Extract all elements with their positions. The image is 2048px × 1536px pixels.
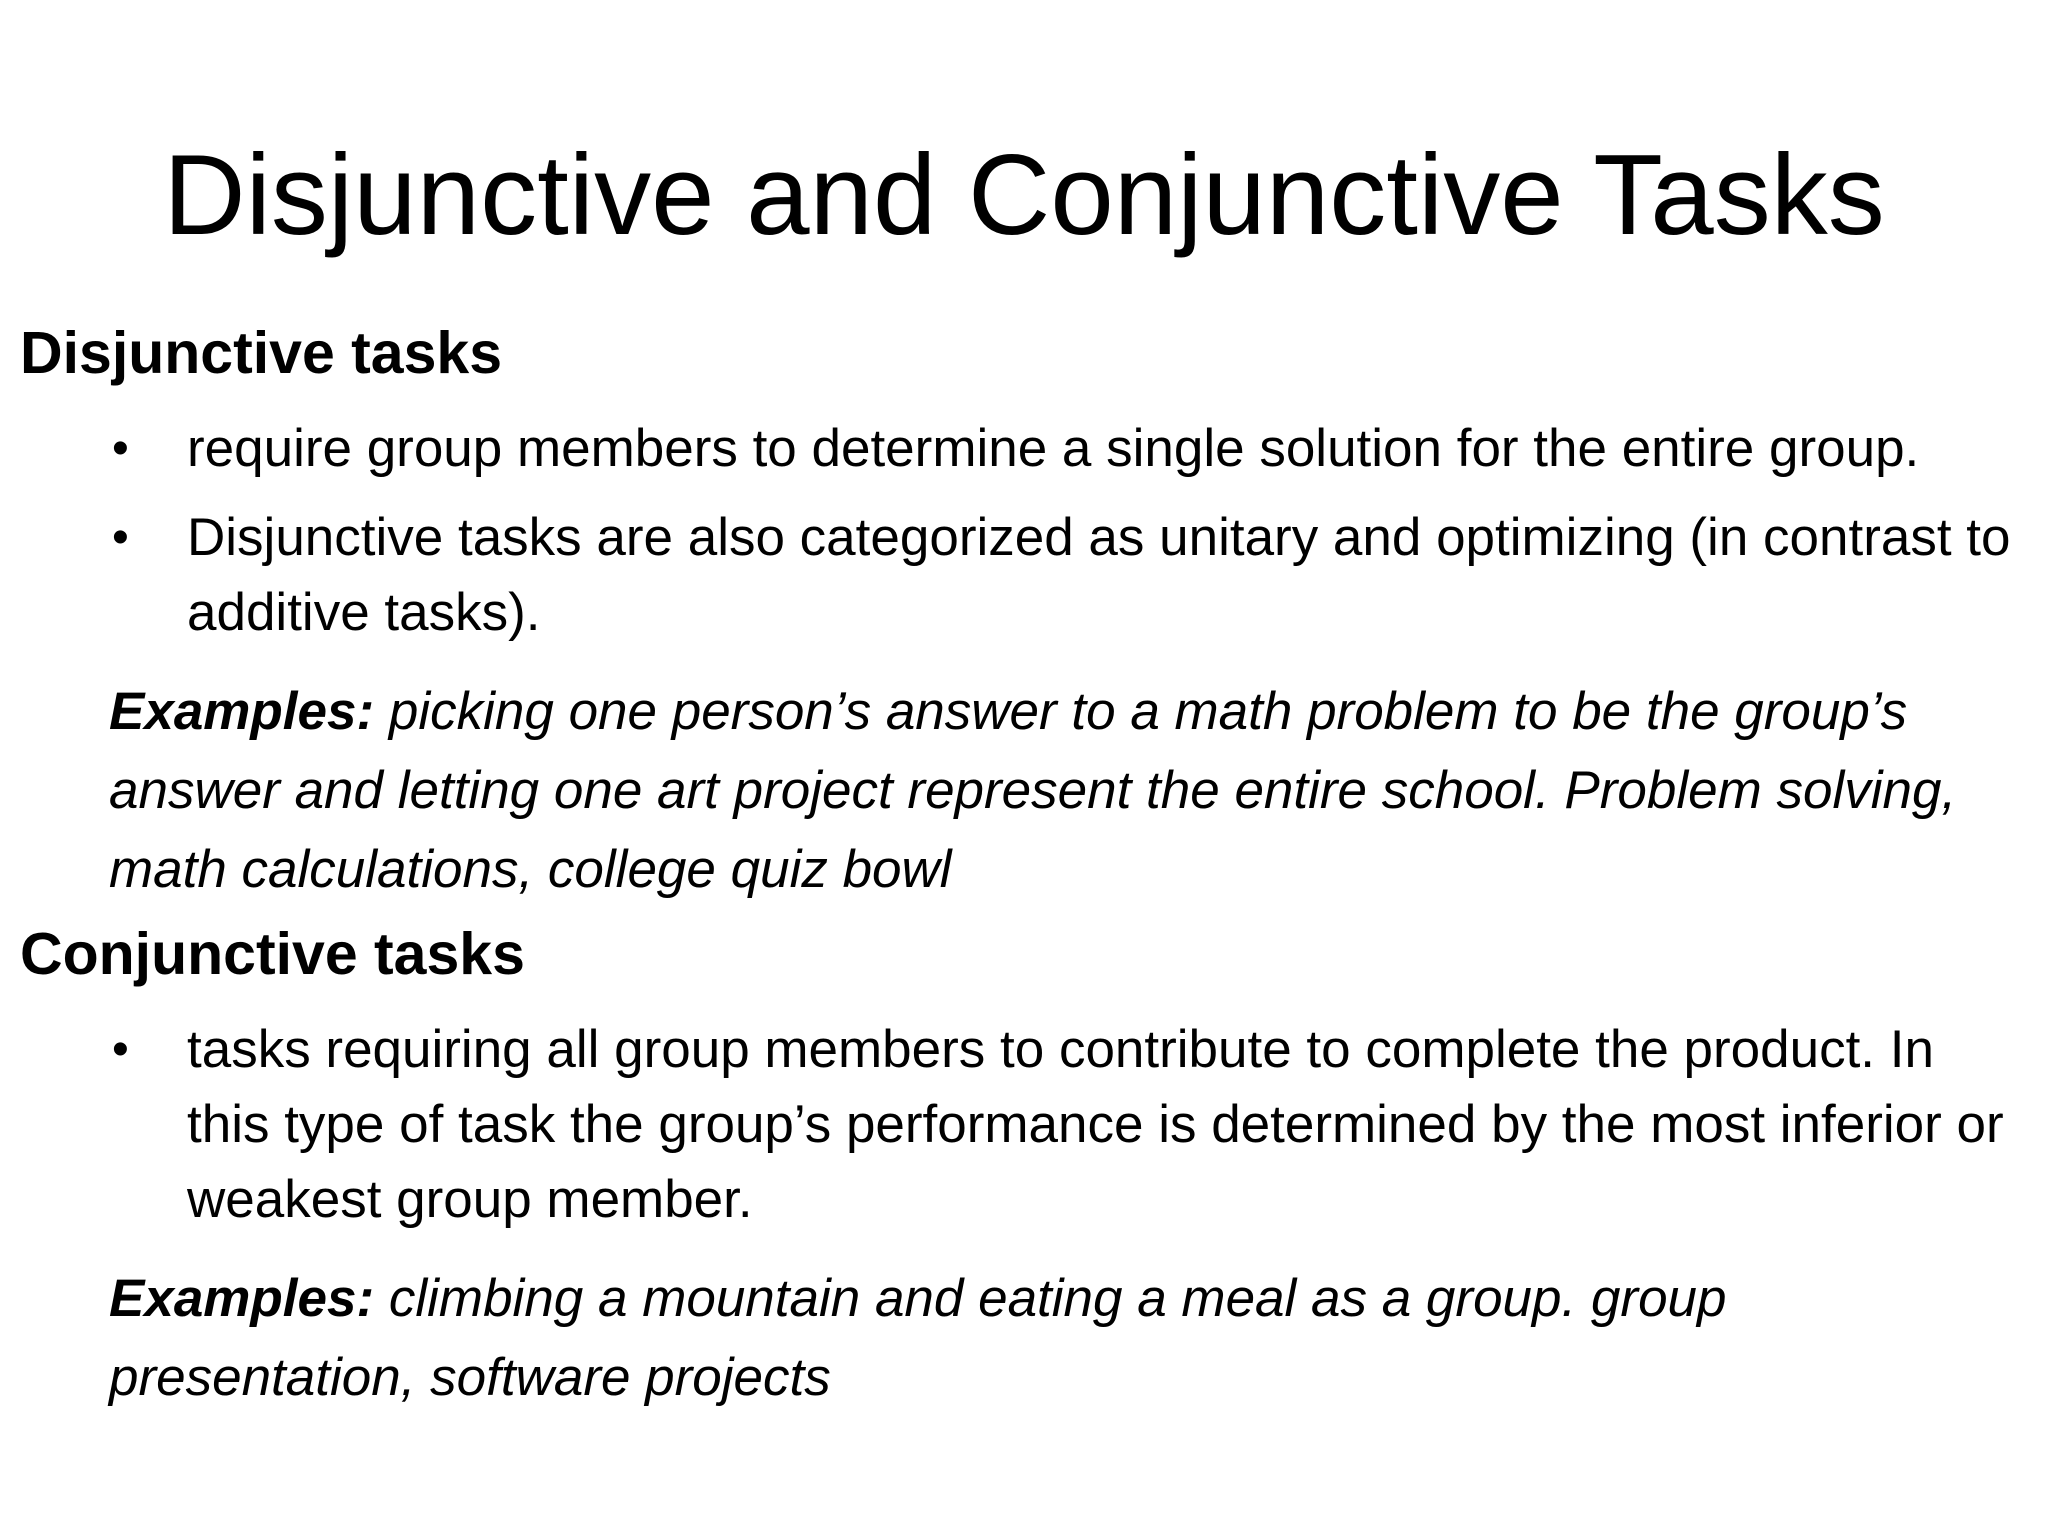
- bullet-text: Disjunctive tasks are also categorized as unitary and optimizing (in contrast to additive tasks).: [187, 507, 2011, 642]
- section-heading: Conjunctive tasks: [20, 920, 525, 987]
- examples-label: Examples:: [109, 1268, 375, 1328]
- bullet-dot-icon: •: [112, 421, 129, 475]
- bullet-list: [20, 411, 2030, 650]
- slide-title: Disjunctive and Conjunctive Tasks: [163, 132, 1885, 259]
- bullet-dot-icon: •: [112, 510, 129, 564]
- section-heading: Disjunctive tasks: [20, 320, 503, 386]
- bullet-item: [20, 411, 2030, 486]
- bullet-dot-icon: •: [112, 1022, 129, 1076]
- section-conjunctive: [20, 919, 2030, 1417]
- examples-text: picking one person’s answer to a math problem to be the group’s answer and letting one art project represent the entire school. Problem solving, math calculations, college quiz bowl: [109, 681, 1957, 899]
- examples-text: climbing a mountain and eating a meal as a group. group presentation, software projects: [109, 1268, 1727, 1407]
- bullet-list: [20, 1012, 2030, 1237]
- bullet-text: require group members to determine a single solution for the entire group.: [187, 418, 1920, 478]
- section-disjunctive: [20, 318, 2030, 909]
- examples-label: Examples:: [109, 681, 375, 741]
- bullet-text: tasks requiring all group members to contribute to complete the product. In this type of task the group’s performance is determined by the most inferior or weakest group member.: [187, 1019, 2004, 1229]
- bullet-item: [20, 500, 2030, 650]
- bullet-item: [20, 1012, 2030, 1237]
- slide-content: [20, 318, 2030, 1417]
- examples-paragraph: [109, 672, 2030, 909]
- examples-paragraph: [109, 1259, 2030, 1417]
